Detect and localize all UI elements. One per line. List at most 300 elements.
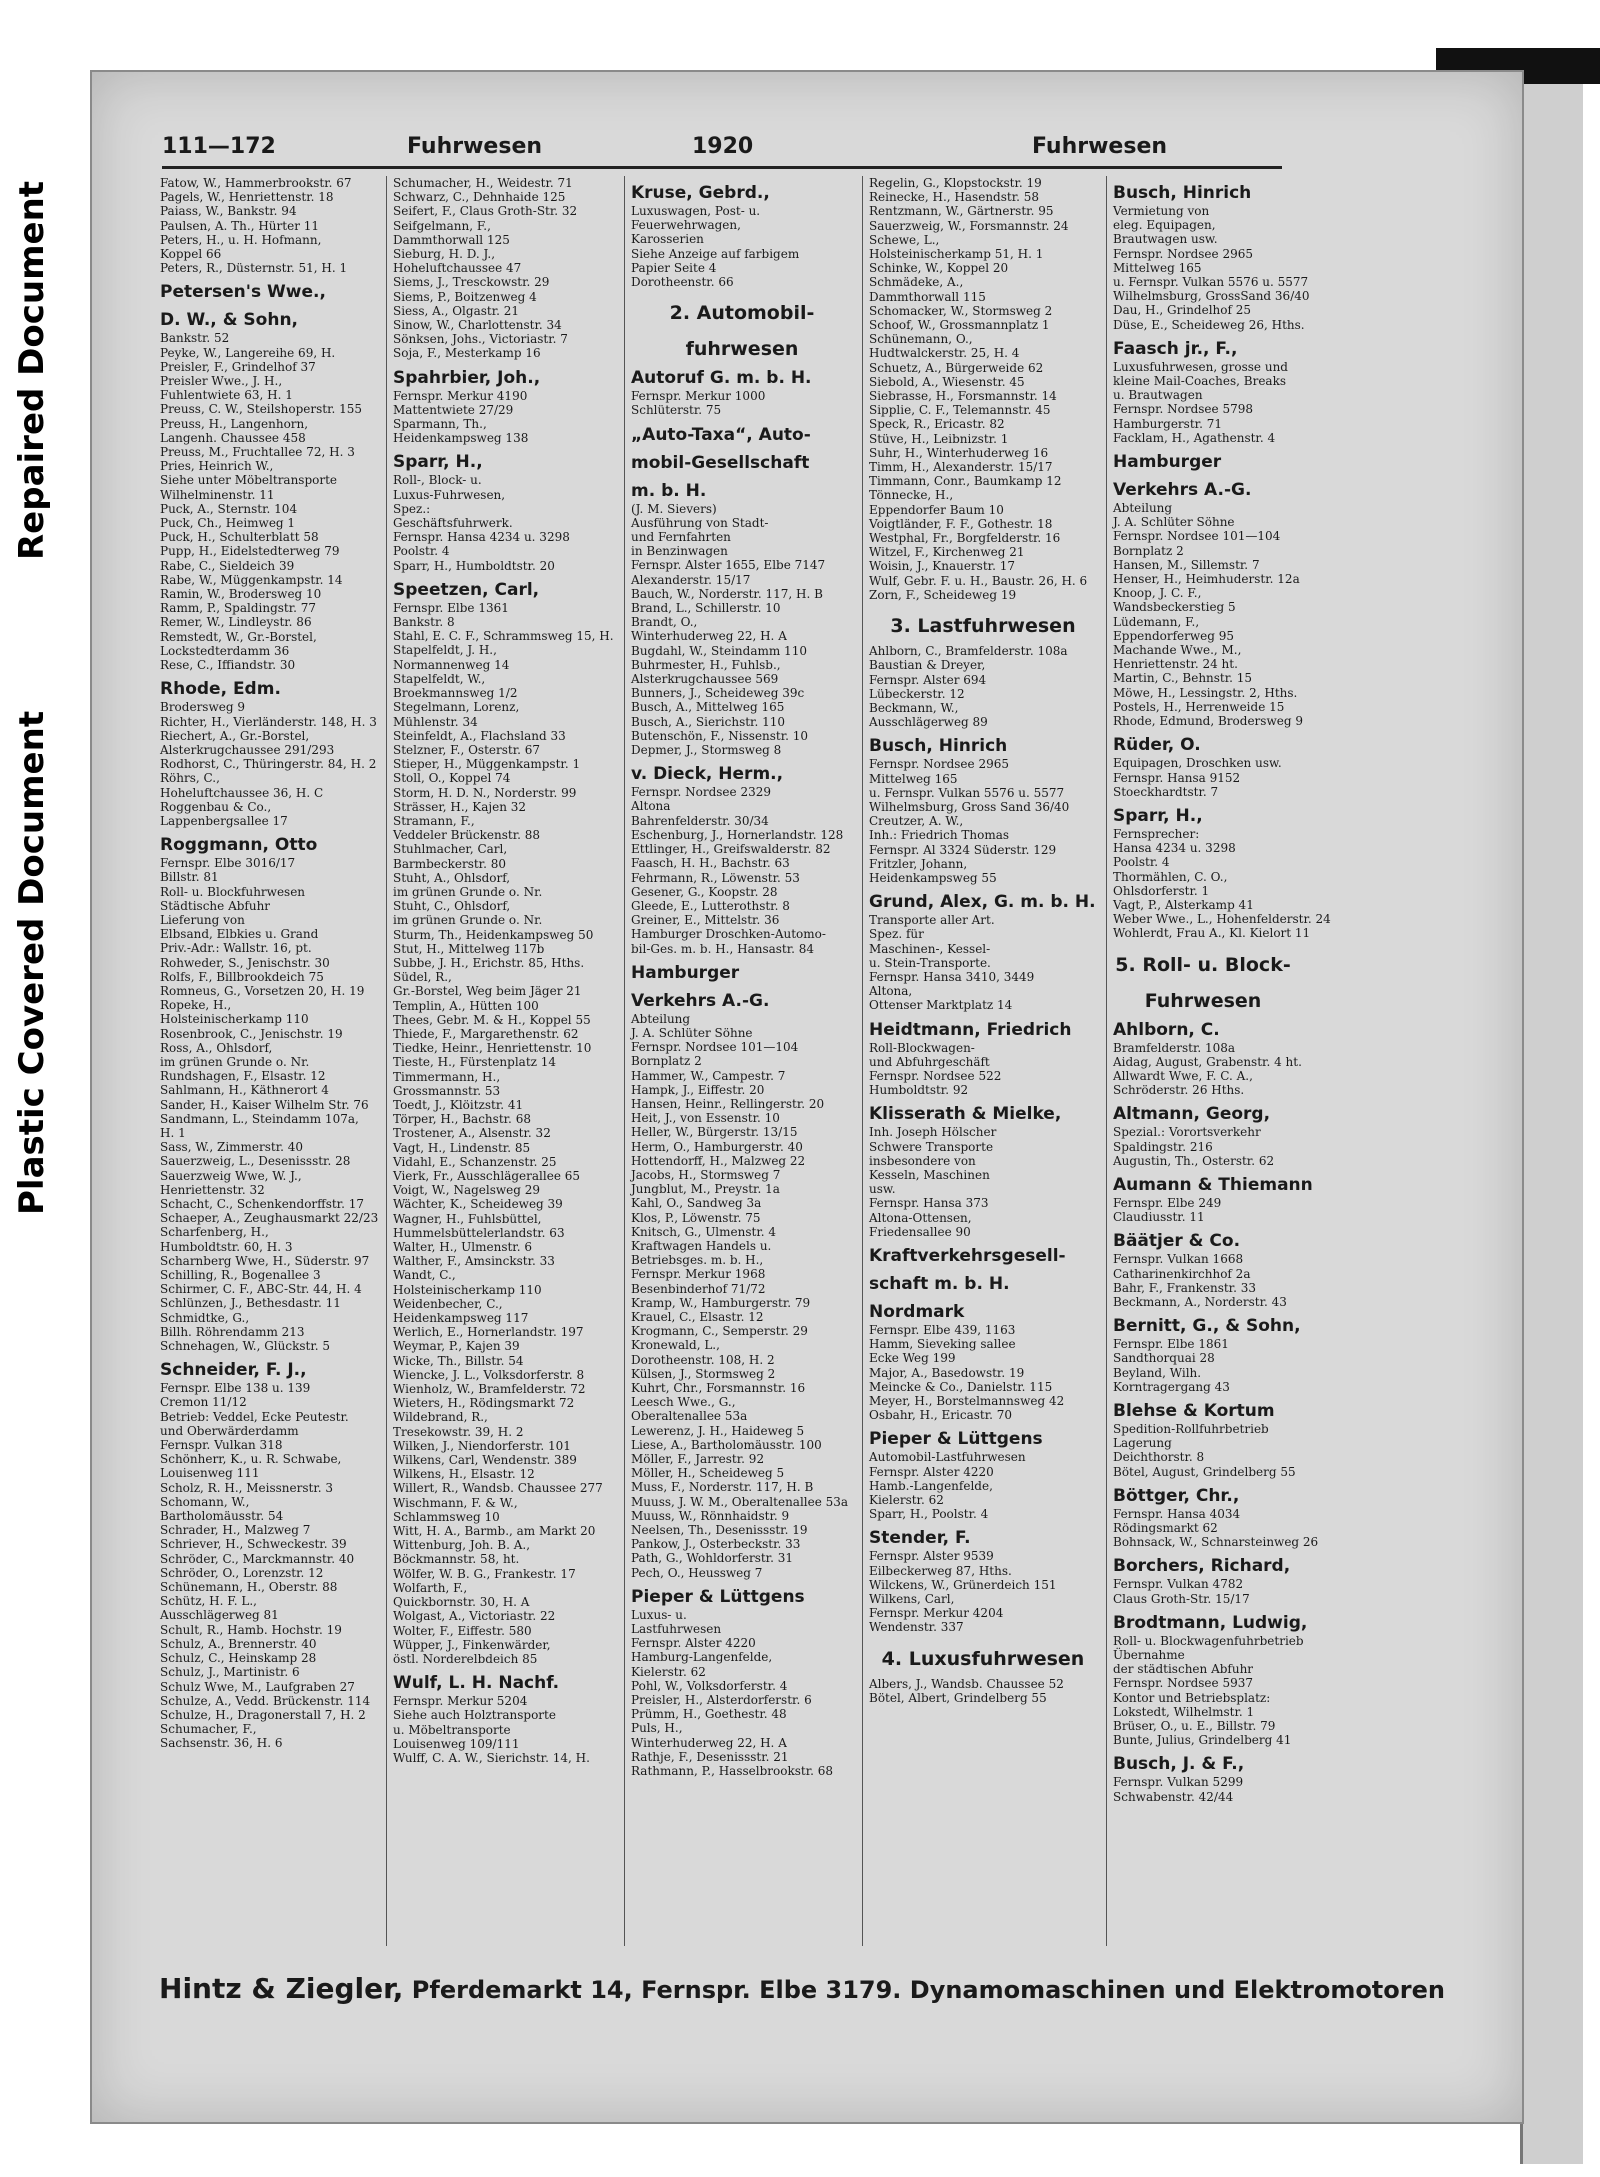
directory-entry: Butenschön, F., Nissenstr. 10 [631,728,809,743]
directory-entry: Preisler, F., Grindelhof 37 [160,359,316,374]
directory-entry: Fernspr. Alster 9539 [869,1549,994,1564]
directory-entry: Wandt, C., [393,1268,456,1283]
directory-entry: Eschenburg, J., Hornerlandstr. 128 [631,827,844,842]
directory-entry: Schlünzen, J., Bethesdastr. 11 [160,1296,341,1311]
directory-entry: Sparr, H., Poolstr. 4 [869,1507,989,1522]
directory-entry: Brodersweg 9 [160,700,245,715]
directory-entry: Fernspr. Elbe 1361 [393,600,509,615]
directory-entry: Stelzner, F., Osterstr. 67 [393,742,541,757]
directory-entry: Walther, F., Amsinckstr. 33 [393,1254,555,1269]
directory-entry: Holsteinischerkamp 51, H. 1 [869,247,1044,262]
directory-entry: Depmer, J., Stormsweg 8 [631,743,782,758]
directory-entry: Fernspr. Vulkan 318 [160,1438,283,1453]
directory-entry: Karosserien [631,232,704,247]
directory-entry: Sauerzweig, L., Desenissstr. 28 [160,1154,351,1169]
directory-entry: Heidenkampsweg 138 [393,431,529,446]
directory-entry: Weidenbecher, C., [393,1296,503,1311]
directory-entry: u. Brautwagen [1113,388,1203,403]
directory-entry: Templin, A., Hütten 100 [393,998,539,1013]
column-3 [624,176,853,1946]
directory-entry: Sandthorquai 28 [1113,1351,1215,1366]
directory-entry: Humboldtstr. 92 [869,1083,969,1098]
directory-entry: Kahl, O., Sandweg 3a [631,1196,762,1211]
directory-entry: Postels, H., Herrenweide 15 [1113,699,1285,714]
directory-entry: Kronewald, L., [631,1338,720,1353]
directory-entry: 2. Automobil- [669,302,815,325]
directory-entry: Wulf, Gebr. F. u. H., Baustr. 26, H. 6 [869,573,1088,588]
directory-entry: Blehse & Kortum [1113,1400,1275,1421]
directory-entry: Catharinenkirchhof 2a [1113,1266,1251,1281]
directory-entry: Peters, H., u. H. Hofmann, [160,232,322,247]
directory-entry: Brand, L., Schillerstr. 10 [631,601,781,616]
directory-entry: Creutzer, A. W., [869,814,964,829]
directory-entry: Grund, Alex, G. m. b. H. [869,892,1096,913]
directory-entry: Röhrs, C., [160,771,220,786]
directory-entry: Ettlinger, H., Greifswalderstr. 82 [631,842,831,857]
directory-entry: östl. Norderelbdeich 85 [393,1651,538,1666]
directory-entry: Beckmann, A., Norderstr. 43 [1113,1294,1287,1309]
directory-entry: Rosenbrook, C., Jenischstr. 19 [160,1026,343,1041]
directory-entry: u. Fernspr. Vulkan 5576 u. 5577 [1113,275,1309,290]
directory-entry: J. A. Schlüter Söhne [631,1025,753,1040]
directory-entry: Weymar, P., Kajen 39 [393,1339,520,1354]
directory-entry: im grünen Grunde o. Nr. [393,913,543,928]
directory-entry: Timm, H., Alexanderstr. 15/17 [869,460,1053,475]
directory-entry: Scharfenberg, H., [160,1225,269,1240]
directory-entry: Wagner, H., Fuhlsbüttel, [393,1211,542,1226]
directory-entry: Ecke Weg 199 [869,1351,956,1366]
directory-entry: Hamburgerstr. 71 [1113,416,1222,431]
directory-entry: Speck, R., Ericastr. 82 [869,417,1005,432]
directory-entry: Stuht, A., Ohlsdorf, [393,870,511,885]
directory-entry: mobil-Gesellschaft [631,452,810,473]
directory-entry: Ramin, W., Brodersweg 10 [160,587,322,602]
directory-entry: Louisenweg 111 [160,1466,260,1481]
directory-entry: Sparr, H., [1113,805,1203,826]
footer-text: Pferdemarkt 14, Fernspr. Elbe 3179. Dynamomaschinen und Elektromotoren [411,1976,1445,2004]
directory-entry: Dau, H., Grindelhof 25 [1113,303,1252,318]
directory-entry: m. b. H. [631,480,707,501]
directory-entry: Sauerzweig, W., Forsmannstr. 24 [869,218,1069,233]
column-4 [862,176,1097,1946]
directory-entry: Roll- u. Blockfuhrwesen [160,884,306,899]
directory-entry: Bötel, August, Grindelberg 55 [1113,1464,1296,1479]
directory-entry: Soja, F., Mesterkamp 16 [393,346,541,361]
directory-entry: 4. Luxusfuhrwesen [881,1647,1085,1670]
directory-entry: Lewerenz, J. H., Haideweg 5 [631,1423,805,1438]
directory-entry: Machande Wwe., M., [1113,643,1242,658]
directory-entry: Fernspr. Nordsee 5937 [1113,1676,1253,1691]
directory-entry: Leesch Wwe., G., [631,1395,736,1410]
directory-entry: Brautwagen usw. [1113,232,1218,247]
directory-entry: Wilhelmsburg, Gross Sand 36/40 [869,799,1070,814]
directory-entry: Fernspr. Elbe 3016/17 [160,856,296,871]
directory-entry: Schulz, J., Martinistr. 6 [160,1665,300,1680]
directory-entry: Roll- u. Blockwagenfuhrbetrieb [1113,1633,1304,1648]
directory-entry: im grünen Grunde o. Nr. [393,884,543,899]
directory-entry: Schulze, A., Vedd. Brückenstr. 114 [160,1693,371,1708]
directory-entry: Koppel 66 [160,247,222,262]
directory-entry: D. W., & Sohn, [160,310,299,331]
directory-entry: Brüser, O., u. E., Billstr. 79 [1113,1719,1276,1734]
advertisement-footer [152,1972,1452,2012]
directory-entry: Preisler Wwe., J. H., [160,374,283,389]
directory-entry: Sönksen, Johs., Victoriastr. 7 [393,332,568,347]
directory-entry: Rüder, O. [1113,735,1201,756]
directory-entry: Heidenkampsweg 55 [869,870,997,885]
directory-entry: Siehe auch Holztransporte [393,1708,556,1723]
directory-entry: Stoeckhardtstr. 7 [1113,784,1219,799]
directory-entry: Wolfarth, F., [393,1580,468,1595]
directory-entry: Spez. für [869,927,924,942]
directory-entry: Mühlenstr. 34 [393,714,478,729]
directory-entry: Fernspr. Nordsee 2965 [869,757,1009,772]
directory-entry: Fernspr. Merkur 5204 [393,1694,528,1709]
directory-entry: insbesondere von [869,1153,976,1168]
directory-entry: Lokstedt, Wilhelmstr. 1 [1113,1704,1255,1719]
directory-entry: Rabe, W., Müggenkampstr. 14 [160,572,343,587]
directory-entry: Alexanderstr. 15/17 [631,572,751,587]
directory-entry: Fernspr. Hansa 373 [869,1196,989,1211]
directory-entry: Fernspr. Nordsee 2965 [1113,246,1253,261]
directory-entry: Fernspr. Hansa 9152 [1113,770,1241,785]
directory-entry: Schönherr, K., u. R. Schwabe, [160,1452,342,1467]
directory-entry: Sinow, W., Charlottenstr. 34 [393,318,562,333]
directory-entry: Schaeper, A., Zeughausmarkt 22/23 [160,1211,379,1226]
directory-entry: Riechert, A., Gr.-Borstel, [160,728,310,743]
directory-entry: Fernspr. Hansa 4034 [1113,1506,1241,1521]
directory-entry: Speetzen, Carl, [393,579,540,600]
directory-entry: Schult, R., Hamb. Hochstr. 19 [160,1622,342,1637]
directory-entry: Busch, Hinrich [1113,183,1252,203]
directory-entry: Wandsbeckerstieg 5 [1113,600,1236,615]
directory-entry: Henriettenstr. 32 [160,1182,265,1197]
directory-entry: Heidtmann, Friedrich [869,1019,1072,1040]
directory-entry: Wächter, K., Scheideweg 39 [393,1197,563,1212]
directory-entry: Wilckens, W., Grünerdeich 151 [869,1577,1057,1592]
directory-entry: 5. Roll- u. Block- [1115,953,1291,976]
directory-entry: Timmermann, H., [393,1069,501,1084]
directory-columns [160,176,1331,1946]
directory-entry: Abteilung [1113,501,1173,516]
directory-entry: Wilkens, H., Elsastr. 12 [393,1467,535,1482]
directory-entry: Schacht, C., Schenkendorffstr. 17 [160,1197,364,1211]
directory-entry: u. Fernspr. Vulkan 5576 u. 5577 [869,785,1065,800]
directory-entry: Stapelfeldt, W., [393,671,486,686]
directory-entry: u. Stein-Transporte. [869,955,991,970]
directory-entry: Vermietung von [1113,204,1210,218]
directory-entry: Wicke, Th., Billstr. 54 [393,1353,524,1368]
directory-entry: Roll-, Block- u. [393,473,482,488]
directory-entry: Alsterkrugchaussee 569 [631,672,779,687]
directory-entry: Pech, O., Heussweg 7 [631,1565,763,1580]
directory-entry: Sass, W., Zimmerstr. 40 [160,1140,304,1155]
directory-entry: Poolstr. 4 [393,544,450,559]
footer-brand: Hintz & Ziegler, [159,1972,404,2005]
directory-entry: Betrieb: Veddel, Ecke Peutestr. [160,1409,349,1424]
directory-entry: Fernspr. Merkur 4204 [869,1606,1004,1621]
directory-entry: Reinecke, H., Hasendstr. 58 [869,190,1040,205]
directory-entry: Stender, F. [869,1528,971,1549]
directory-entry: Krauel, C., Elsastr. 12 [631,1309,764,1324]
directory-entry: Hansen, M., Sillemstr. 7 [1113,557,1260,572]
directory-entry: Rhode, Edm. [160,679,281,700]
directory-entry: Muuss, J. W. M., Oberaltenallee 53a [631,1494,849,1509]
directory-entry: Alsterkrugchaussee 291/293 [160,742,335,757]
directory-entry: Toedt, J., Klöitzstr. 41 [393,1097,524,1112]
directory-entry: Fritzler, Johann, [869,856,968,871]
directory-entry: Lieferung von [160,912,245,927]
directory-entry: Voigtländer, F. F., Gothestr. 18 [869,516,1053,531]
directory-entry: Schilling, R., Bogenallee 3 [160,1268,321,1283]
directory-entry: Schmädeke, A., [869,275,964,290]
directory-entry: Seifert, F., Claus Groth-Str. 32 [393,204,578,219]
directory-entry: Kesseln, Maschinen [869,1167,990,1182]
directory-entry: fuhrwesen [685,338,799,361]
directory-entry: Schwere Transporte [869,1139,994,1154]
directory-entry: Hansa 4234 u. 3298 [1113,841,1236,856]
column-5 [1106,176,1331,1946]
header-rule [162,166,1282,169]
directory-entry: Betriebsges. m. b. H., [631,1253,764,1268]
directory-entry: im grünen Grunde o. Nr. [160,1054,310,1069]
directory-entry: Hansen, Heinr., Rellingerstr. 20 [631,1096,825,1111]
directory-entry: Wulf, L. H. Nachf. [393,1673,560,1694]
directory-entry: Bahr, F., Frankenstr. 33 [1113,1280,1256,1295]
directory-entry: Schuetz, A., Bürgerweide 62 [869,360,1044,375]
directory-entry: Strässer, H., Kajen 32 [393,799,527,814]
directory-entry: Regelin, G., Klopstockstr. 19 [869,176,1042,190]
directory-entry: Ramm, P., Spaldingstr. 77 [160,601,317,616]
directory-entry: Subbe, J. H., Erichstr. 85, Hths. [393,955,585,970]
directory-entry: Equipagen, Droschken usw. [1113,756,1282,771]
directory-entry: Siems, J., Tresckowstr. 29 [393,275,550,290]
directory-entry: Jungblut, M., Preystr. 1a [631,1182,780,1197]
scan-right-edge [1520,84,1583,2164]
directory-entry: Fuhlentwiete 63, H. 1 [160,388,293,403]
header-right-title: Fuhrwesen [1032,134,1168,159]
directory-entry: Billh. Röhrendamm 213 [160,1324,305,1339]
directory-entry: Busch, Hinrich [869,736,1008,757]
directory-entry: Wittenburg, Joh. B. A., [393,1538,531,1553]
directory-entry: Humboldtstr. 60, H. 3 [160,1239,293,1254]
directory-entry: v. Dieck, Herm., [631,764,784,785]
directory-entry: Schlammsweg 10 [393,1509,500,1524]
directory-entry: Sander, H., Kaiser Wilhelm Str. 76 [160,1097,369,1112]
directory-entry: Muuss, W., Rönnhaidstr. 9 [631,1508,790,1523]
directory-entry: Fernspr. Nordsee 5798 [1113,402,1253,417]
directory-entry: Voigt, W., Nagelsweg 29 [393,1183,541,1198]
directory-entry: Hammer, W., Campestr. 7 [631,1068,786,1083]
directory-entry: eleg. Equipagen, [1113,218,1216,233]
directory-entry: Kielerstr. 62 [631,1664,706,1679]
directory-entry: Faasch jr., F., [1113,338,1238,359]
directory-entry: Papier Seite 4 [631,260,717,275]
directory-entry: Abteilung [631,1011,691,1026]
directory-entry: Wieters, H., Rödingsmarkt 72 [393,1396,575,1411]
directory-entry: Schirmer, C. F., ABC-Str. 44, H. 4 [160,1282,362,1297]
directory-entry: Sparr, H., Humboldtstr. 20 [393,558,555,573]
directory-entry: schaft m. b. H. [869,1274,1010,1294]
directory-entry: Broekmannsweg 1/2 [393,686,518,701]
directory-entry: in Benzinwagen [631,544,728,559]
directory-entry: Besenbinderhof 71/72 [631,1281,766,1296]
directory-entry: Stut, H., Mittelweg 117b [393,941,545,956]
side-label-top: Repaired Document [12,180,52,560]
directory-entry: Fernspr. Elbe 249 [1113,1195,1222,1210]
directory-entry: Spedition-Rollfuhrbetrieb [1113,1421,1269,1436]
directory-entry: Stapelfeldt, J. H., [393,643,497,658]
directory-entry: Luxus- u. [631,1607,687,1622]
directory-entry: Stramann, F., [393,813,475,828]
directory-entry: Winterhuderweg 22, H. A [631,629,787,644]
directory-entry: Schulze, H., Dragonerstall 7, H. 2 [160,1707,366,1722]
directory-entry: Brodtmann, Ludwig, [1113,1612,1308,1633]
directory-entry: Major, A., Basedowstr. 19 [869,1365,1025,1380]
column-2 [386,176,615,1946]
directory-entry: Paulsen, A. Th., Hürter 11 [160,218,320,233]
directory-entry: Buhrmester, H., Fuhlsb., [631,657,781,672]
directory-entry: Bunte, Julius, Grindelberg 41 [1113,1733,1292,1748]
directory-entry: Inh. Joseph Hölscher [869,1125,997,1140]
directory-entry: Schoof, W., Grossmannplatz 1 [869,318,1050,333]
directory-entry: Aumann & Thiemann [1113,1174,1313,1195]
directory-entry: Knitsch, G., Ulmenstr. 4 [631,1224,777,1239]
directory-entry: Hudtwalckerstr. 25, H. 4 [869,346,1020,361]
directory-entry: Wienholz, W., Bramfelderstr. 72 [393,1382,586,1397]
directory-entry: Busch, J. & F., [1113,1754,1245,1775]
directory-entry: Rodhorst, C., Thüringerstr. 84, H. 2 [160,757,377,772]
directory-entry: Path, G., Wohldorferstr. 31 [631,1551,793,1566]
directory-entry: Siess, A., Olgastr. 21 [393,303,520,318]
directory-entry: Klisserath & Mielke, [869,1104,1062,1125]
directory-entry: Dorotheenstr. 66 [631,275,734,290]
directory-entry: Schulz, A., Brennerstr. 40 [160,1636,317,1651]
directory-entry: Kontor und Betriebsplatz: [1113,1690,1271,1705]
directory-entry: Witt, H. A., Barmb., am Markt 20 [393,1524,596,1539]
directory-entry: Stuhlmacher, Carl, [393,842,508,857]
directory-entry: Roggmann, Otto [160,835,318,856]
directory-entry: Quickbornstr. 30, H. A [393,1595,530,1610]
directory-entry: Pieper & Lüttgens [631,1586,805,1607]
directory-entry: Rhode, Edmund, Brodersweg 9 [1113,714,1303,729]
document-page [90,70,1524,2124]
directory-entry: Spaldingstr. 216 [1113,1139,1213,1154]
directory-entry: Trostener, A., Alsenstr. 32 [393,1126,551,1141]
directory-entry: Scholz, R. H., Meissnerstr. 3 [160,1480,334,1495]
directory-entry: Wilhelmsburg, GrossSand 36/40 [1113,289,1310,304]
directory-entry: Stüve, H., Leibnizstr. 1 [869,431,1009,446]
directory-entry: Bauch, W., Norderstr. 117, H. B [631,586,823,601]
directory-entry: „Auto-Taxa“, Auto- [631,424,811,445]
directory-entry: Möller, F., Jarrestr. 92 [631,1452,765,1467]
directory-entry: Fernspr. Alster 4220 [869,1464,994,1479]
directory-entry: Preuss, C. W., Steilshoperstr. 155 [160,402,363,417]
directory-entry: Barmbeckerstr. 80 [393,856,506,871]
directory-entry: und Fernfahrten [631,530,731,545]
directory-entry: Henser, H., Heimhuderstr. 12a [1113,572,1300,587]
directory-entry: Sauerzweig Wwe, W. J., [160,1168,302,1183]
directory-entry: Stegelmann, Lorenz, [393,700,520,715]
directory-entry: Schünemann, H., Oberstr. 88 [160,1580,338,1595]
directory-entry: Siems, P., Boitzenweg 4 [393,289,537,304]
directory-entry: Stoll, O., Koppel 74 [393,771,511,786]
directory-entry: Schumacher, H., Weidestr. 71 [393,176,573,190]
directory-entry: Grossmannstr. 53 [393,1083,501,1098]
directory-entry: Lagerung [1113,1436,1172,1451]
directory-entry: Siebold, A., Wiesenstr. 45 [869,374,1025,389]
directory-entry: Walter, H., Ulmenstr. 6 [393,1240,532,1255]
directory-entry: Automobil-Lastfuhrwesen [869,1450,1026,1465]
directory-entry: Bugdahl, W., Steindamm 110 [631,643,807,658]
directory-entry: Luxusfuhrwesen, grosse und [1113,359,1288,374]
directory-entry: Faasch, H. H., Bachstr. 63 [631,856,790,871]
directory-entry: Holsteinischerkamp 110 [393,1282,542,1297]
directory-entry: Knoop, J. C. F., [1113,586,1202,601]
directory-entry: Pries, Heinrich W., [160,459,274,474]
directory-entry: Pieper & Lüttgens [869,1429,1043,1450]
directory-entry: Wischmann, F. & W., [393,1495,518,1510]
directory-entry: Steinfeldt, A., Flachsland 33 [393,728,566,743]
directory-entry: Friedensallee 90 [869,1224,971,1239]
directory-entry: Peyke, W., Langereihe 69, H. [160,345,336,360]
directory-entry: Elbsand, Elbkies u. Grand [160,927,319,942]
directory-entry: Übernahme [1113,1648,1185,1663]
directory-entry: Südel, R., [393,970,452,985]
directory-entry: Fuhrwesen [1144,989,1262,1012]
directory-entry: Fernspr. Vulkan 5299 [1113,1775,1244,1790]
directory-entry: Wiencke, J. L., Volksdorferstr. 8 [393,1367,585,1382]
directory-entry: Lappenbergsallee 17 [160,813,288,828]
directory-entry: Spahrbier, Joh., [393,367,541,388]
directory-entry: Bankstr. 8 [393,615,455,630]
directory-entry: Bötel, Albert, Grindelberg 55 [869,1690,1047,1705]
directory-entry: Hampk, J., Eiffestr. 20 [631,1082,765,1097]
directory-entry: Thees, Gebr. M. & H., Koppel 55 [393,1012,591,1027]
directory-entry: Fernspr. Merkur 1968 [631,1267,766,1282]
directory-entry: Pankow, J., Osterbeckstr. 33 [631,1537,801,1552]
directory-entry: Sparr, H., [393,452,483,473]
directory-entry: Roll-Blockwagen- [869,1040,975,1055]
directory-entry: Brandt, O., [631,615,698,630]
directory-entry: Deichthorstr. 8 [1113,1450,1205,1465]
directory-entry: Fernspr. Vulkan 4782 [1113,1577,1244,1592]
directory-entry: Kielerstr. 62 [869,1493,944,1508]
directory-entry: Eppendorfer Baum 10 [869,502,1004,517]
directory-entry: Siebrasse, H., Forsmannstr. 14 [869,389,1057,404]
directory-entry: Augustin, Th., Osterstr. 62 [1113,1153,1275,1168]
directory-entry: Eppendorferweg 95 [1113,628,1235,643]
directory-entry: Hamburger [631,962,740,983]
directory-entry: Normannenweg 14 [393,657,510,672]
directory-entry: Thiede, F., Margarethenstr. 62 [393,1026,579,1041]
directory-entry: Spez.: [393,501,431,516]
directory-entry: Ahlborn, C., Bramfelderstr. 108a [869,644,1068,659]
directory-entry: Siehe Anzeige auf farbigem [631,246,800,261]
directory-entry: Schnehagen, W., Glückstr. 5 [160,1339,331,1354]
directory-entry: Kraftwagen Handels u. [631,1238,772,1253]
directory-entry: Fernspr. Vulkan 1668 [1113,1252,1244,1267]
directory-entry: Tieste, H., Fürstenplatz 14 [393,1055,557,1070]
directory-entry: Hamburg-Langenfelde, [631,1650,773,1665]
directory-entry: Fatow, W., Hammerbrookstr. 67 [160,176,352,190]
directory-entry: Wilhelminenstr. 11 [160,487,275,502]
directory-entry: Schröder, C., Marckmannstr. 40 [160,1551,355,1566]
directory-entry: Henriettenstr. 24 ht. [1113,657,1238,672]
directory-entry: Sieburg, H. D. J., [393,247,496,262]
directory-entry: Kraftverkehrsgesell- [869,1246,1066,1266]
directory-entry: Rolfs, F., Billbrookdeich 75 [160,969,324,984]
